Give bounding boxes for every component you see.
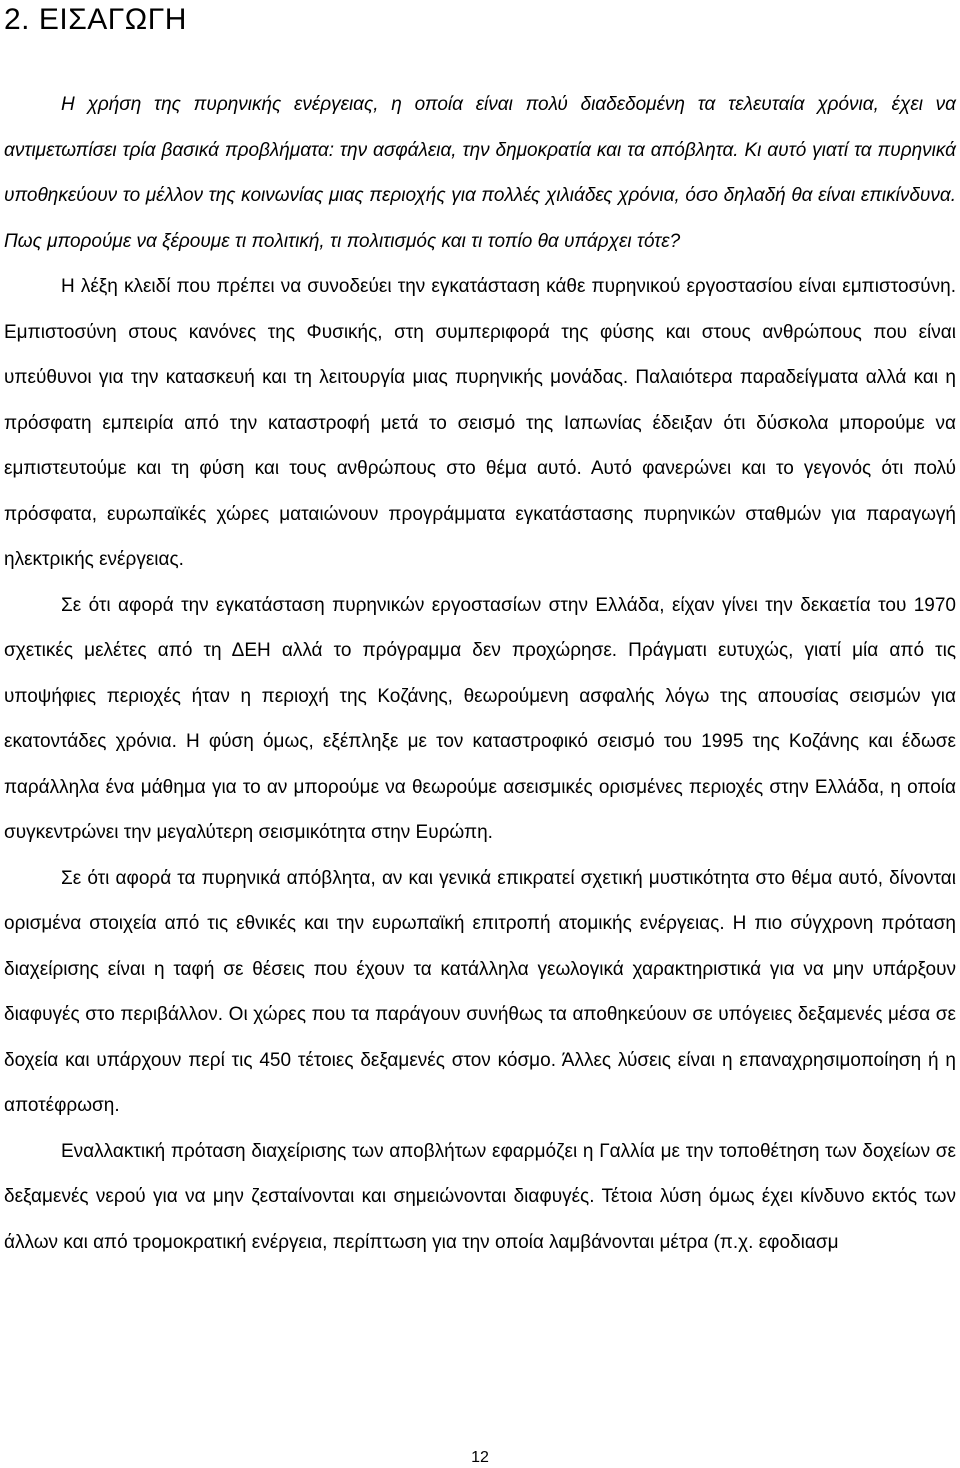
paragraph-alternative: Εναλλακτική πρόταση διαχείρισης των αποβλήτων εφαρμόζει η Γαλλία με την τοποθέτηση των δοχείων σε δεξαμενές νερού για να μην ζεσταίνονται και σημειώνονται διαφυγές. Τέτοια λύση όμως έχει κίνδυνο εκτός των άλλων και από τρομοκρατική ενέργεια, περίπτωση για την οποία λαμβάνονται μέτρα (π.χ. εφοδιασμ xyxy=(4,1140,956,1253)
body-text xyxy=(4,82,956,1265)
paragraph-waste: Σε ότι αφορά τα πυρηνικά απόβλητα, αν και γενικά επικρατεί σχετική μυστικότητα στο θέμα αυτό, δίνονται ορισμένα στοιχεία από τις εθνικές και την ευρωπαϊκή επιτροπή ατομικής ενέργειας. Η πιο σύγχρονη πρόταση διαχείρισης είναι η ταφή σε θέσεις που έχουν τα κατάλληλα γεωλογικά χαρακτηριστικά για να μην υπάρξουν διαφυγές στο περιβάλλον. Οι χώρες που τα παράγουν συνήθως τα αποθηκεύουν σε υπόγειες δεξαμενές μέσα σε δοχεία και υπάρχουν περί τις 450 τέτοιες δεξαμενές στον κόσμο. Άλλες λύσεις είναι η επαναχρησιμοποίηση ή η αποτέφρωση. xyxy=(4,867,956,1116)
paragraph-trust: Η λέξη κλειδί που πρέπει να συνοδεύει την εγκατάσταση κάθε πυρηνικού εργοστασίου είναι εμπιστοσύνη. Εμπιστοσύνη στους κανόνες της Φυσικής, στη συμπεριφορά της φύσης και στους ανθρώπους που είναι υπεύθυνοι για την κατασκευή και τη λειτουργία μιας πυρηνικής μονάδας. Παλαιότερα παραδείγματα αλλά και η πρόσφατη εμπειρία από την καταστροφή μετά το σεισμό της Ιαπωνίας έδειξαν ότι δύσκολα μπορούμε να εμπιστευτούμε και τη φύση και τους ανθρώπους στο θέμα αυτό. Αυτό φανερώνει και το γεγονός ότι πολύ πρόσφατα, ευρωπαϊκές χώρες ματαιώνουν προγράμματα εγκατάστασης πυρηνικών σταθμών για παραγωγή ηλεκτρικής ενέργειας. xyxy=(4,276,956,570)
paragraph-greece: Σε ότι αφορά την εγκατάσταση πυρηνικών εργοστασίων στην Ελλάδα, είχαν γίνει την δεκαετία του 1970 σχετικές μελέτες από τη ΔΕΗ αλλά το πρόγραμμα δεν προχώρησε. Πράγματι ευτυχώς, γιατί μία από τις υποψήφιες περιοχές ήταν η περιοχή της Κοζάνης, θεωρούμενη ασφαλής λόγω της απουσίας σεισμών για εκατοντάδες χρόνια. Η φύση όμως, εξέπληξε με τον καταστροφικό σεισμό του 1995 της Κοζάνης και έδωσε παράλληλα ένα μάθημα για το αν μπορούμε να θεωρούμε ασεισμικές ορισμένες περιοχές στην Ελλάδα, η οποία συγκεντρώνει την μεγαλύτερη σεισμικότητα στην Ευρώπη. xyxy=(4,594,956,843)
page-number: 12 xyxy=(471,1449,489,1466)
paragraph-intro: Η χρήση της πυρηνικής ενέργειας, η οποία είναι πολύ διαδεδομένη τα τελευταία χρόνια, έχει να αντιμετωπίσει τρία βασικά προβλήματα: την ασφάλεια, την δημοκρατία και τα απόβλητα. Κι αυτό γιατί τα πυρηνικά υποθηκεύουν το μέλλον της κοινωνίας μιας περιοχής για πολλές χιλιάδες χρόνια, όσο δηλαδή θα είναι επικίνδυνα. Πως μπορούμε να ξέρουμε τι πολιτική, τι πολιτισμός και τι τοπίο θα υπάρχει τότε? xyxy=(4,94,956,252)
section-heading: 2. ΕΙΣΑΓΩΓΗ xyxy=(4,3,187,36)
